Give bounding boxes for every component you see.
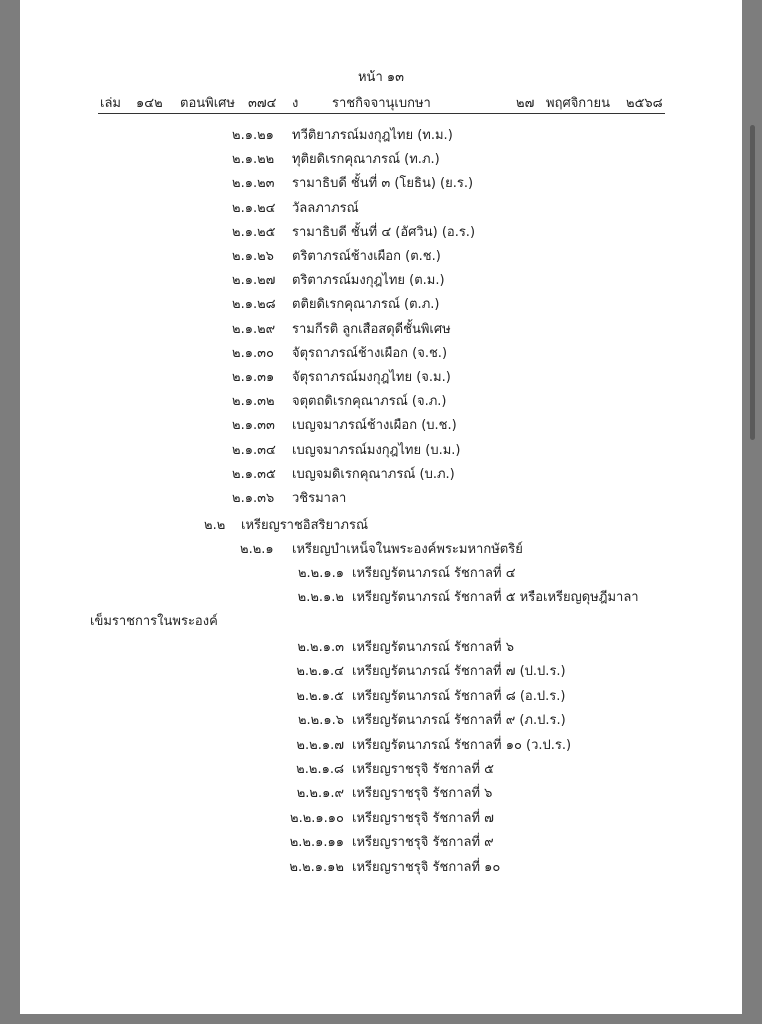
header-section-letter: ง xyxy=(292,96,299,111)
item-number: ๒.๑.๒๙ xyxy=(232,321,276,337)
item-text: เหรียญรัตนาภรณ์ รัชกาลที่ ๔ xyxy=(352,566,516,581)
item-text: รามาธิบดี ชั้นที่ ๔ (อัศวิน) (อ.ร.) xyxy=(292,224,476,240)
item-number: ๒.๒.๑.๒ xyxy=(297,590,344,605)
item-text: เหรียญราชรุจิ รัชกาลที่ ๕ xyxy=(352,762,495,777)
header-section-no: ๓๗๔ xyxy=(248,96,277,111)
item-text: จัตุรถาภรณ์มงกุฎไทย (จ.ม.) xyxy=(292,370,451,385)
item-text: เหรียญราชรุจิ รัชกาลที่ ๑๐ xyxy=(352,859,501,875)
item-number: ๒.๑.๓๕ xyxy=(232,466,276,482)
item-text: รามาธิบดี ชั้นที่ ๓ (โยธิน) (ย.ร.) xyxy=(292,176,474,192)
item-number: ๒.๒.๑.๑ xyxy=(297,566,344,581)
item-number: ๒.๒.๑.๑๐ xyxy=(290,810,344,826)
item-text: เบญจมาภรณ์มงกุฎไทย (บ.ม.) xyxy=(292,442,461,458)
item-number: ๒.๑.๓๔ xyxy=(232,442,276,458)
item-number: ๒.๑.๒๘ xyxy=(232,297,276,313)
item-text: เหรียญบำเหน็จในพระองค์พระมหากษัตริย์ xyxy=(292,542,523,557)
item-number: ๒.๒.๑.๕ xyxy=(296,688,344,704)
item-text: ตริตาภรณ์ช้างเผือก (ต.ช.) xyxy=(292,249,441,264)
item-number: ๒.๒.๑.๙ xyxy=(296,786,344,802)
item-text: ตริตาภรณ์มงกุฎไทย (ต.ม.) xyxy=(292,273,445,289)
item-number: ๒.๒.๑.๔ xyxy=(296,664,344,680)
item-number: ๒.๑.๓๖ xyxy=(232,491,275,506)
item-number: ๒.๒.๑.๖ xyxy=(297,713,344,729)
item-number: ๒.๒.๑.๓ xyxy=(297,640,344,655)
item-text: เหรียญรัตนาภรณ์ รัชกาลที่ ๗ (ป.ป.ร.) xyxy=(352,664,566,680)
item-number: ๒.๑.๓๐ xyxy=(232,345,274,361)
item-text: จตุตถดิเรกคุณาภรณ์ (จ.ภ.) xyxy=(292,394,447,410)
gazette-header xyxy=(100,88,665,112)
wrapped-text: เข็มราชการในพระองค์ xyxy=(90,614,218,629)
header-gazette-name: ราชกิจจานุเบกษา xyxy=(332,96,431,111)
item-number: ๒.๑.๓๑ xyxy=(232,370,275,385)
item-text: เหรียญราชรุจิ รัชกาลที่ ๙ xyxy=(352,835,494,851)
item-text: เหรียญราชอิสริยาภรณ์ xyxy=(241,518,369,533)
item-number: ๒.๒.๑ xyxy=(240,542,274,557)
item-number: ๒.๑.๒๓ xyxy=(232,176,275,192)
item-text: รามกีรติ ลูกเสือสดุดีชั้นพิเศษ xyxy=(292,321,451,337)
item-text: เหรียญรัตนาภรณ์ รัชกาลที่ ๕ หรือเหรียญดุษฎีมาลา xyxy=(352,590,639,605)
item-text: เบญจมดิเรกคุณาภรณ์ (บ.ภ.) xyxy=(292,466,455,482)
item-number: ๒.๒.๑.๗ xyxy=(296,737,344,753)
header-rule xyxy=(98,113,665,114)
header-date-month: พฤศจิกายน xyxy=(546,96,610,111)
header-date-year: ๒๕๖๘ xyxy=(626,96,663,111)
item-text: เบญจมาภรณ์ช้างเผือก (บ.ช.) xyxy=(292,418,457,434)
item-number: ๒.๒ xyxy=(204,518,226,533)
item-text: วชิรมาลา xyxy=(292,491,347,506)
item-text: เหรียญรัตนาภรณ์ รัชกาลที่ ๖ xyxy=(352,640,514,655)
item-text: เหรียญรัตนาภรณ์ รัชกาลที่ ๑๐ (ว.ป.ร.) xyxy=(352,737,572,753)
item-text: ทุติยดิเรกคุณาภรณ์ (ท.ภ.) xyxy=(292,152,440,168)
item-number: ๒.๒.๑.๑๒ xyxy=(289,859,344,875)
header-date-day: ๒๗ xyxy=(516,96,535,111)
item-text: เหรียญรัตนาภรณ์ รัชกาลที่ ๘ (อ.ป.ร.) xyxy=(352,688,566,704)
item-number: ๒.๒.๑.๑๑ xyxy=(289,835,344,851)
item-text: เหรียญราชรุจิ รัชกาลที่ ๖ xyxy=(352,786,493,802)
item-text: วัลลภาภรณ์ xyxy=(292,200,359,216)
header-section: ตอนพิเศษ xyxy=(180,96,235,111)
item-number: ๒.๑.๒๔ xyxy=(232,200,276,216)
item-number: ๒.๑.๒๕ xyxy=(232,224,276,240)
item-number: ๒.๑.๒๗ xyxy=(232,273,276,289)
header-volume-no: ๑๔๒ xyxy=(136,96,163,111)
item-text: ทวีติยาภรณ์มงกุฎไทย (ท.ม.) xyxy=(292,128,453,143)
item-number: ๒.๑.๒๖ xyxy=(232,249,274,264)
page-number: หน้า ๑๓ xyxy=(357,70,405,85)
item-text: ตติยดิเรกคุณาภรณ์ (ต.ภ.) xyxy=(292,297,440,313)
header-volume: เล่ม xyxy=(100,96,121,111)
item-number: ๒.๑.๒๒ xyxy=(232,152,275,168)
item-number: ๒.๒.๑.๘ xyxy=(296,762,344,777)
item-number: ๒.๑.๓๓ xyxy=(232,418,275,434)
scrollbar-thumb[interactable] xyxy=(750,125,755,440)
item-number: ๒.๑.๒๑ xyxy=(232,128,274,143)
item-text: เหรียญรัตนาภรณ์ รัชกาลที่ ๙ (ภ.ป.ร.) xyxy=(352,713,566,729)
item-text: จัตุรถาภรณ์ช้างเผือก (จ.ช.) xyxy=(292,345,448,361)
item-number: ๒.๑.๓๒ xyxy=(232,394,275,410)
item-text: เหรียญราชรุจิ รัชกาลที่ ๗ xyxy=(352,810,494,826)
